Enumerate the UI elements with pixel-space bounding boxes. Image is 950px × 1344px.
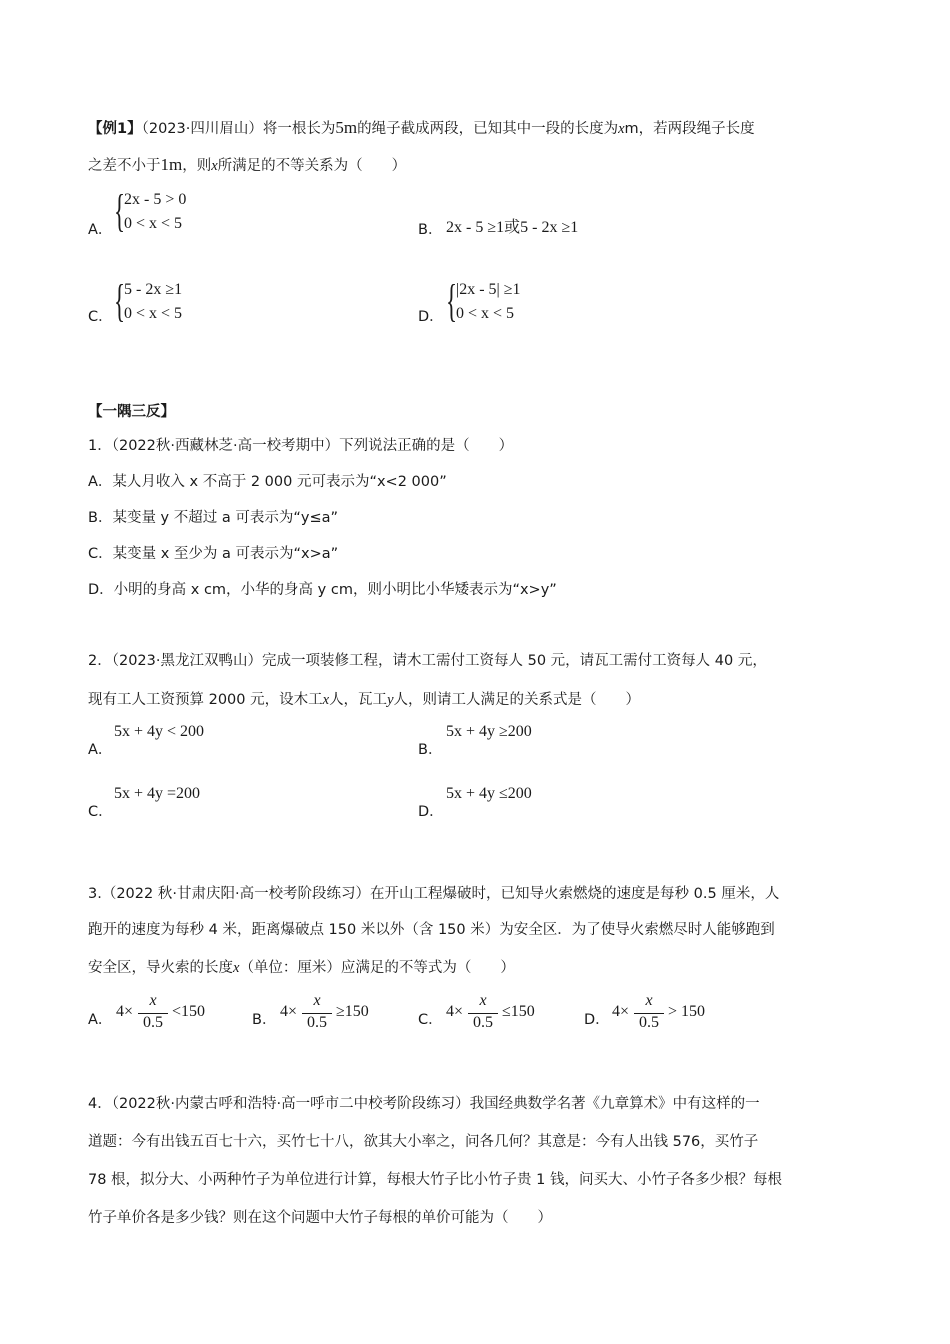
q2-option-a-expr: 5x + 4y < 200: [114, 723, 205, 740]
q3-option-c-expr: 4× x 0.5 ≤150: [446, 992, 535, 1031]
ex1-option-b-expr: 2x - 5 ≥1或5 - 2x ≥1: [446, 219, 579, 236]
q3-option-a-expr: 4× x 0.5 <150: [116, 992, 206, 1031]
q3-stem-line2: 跑开的速度为每秒 4 米，距离爆破点 150 米以外（含 150 米）为安全区．为了使导火索燃尽时人能够跑到: [88, 922, 775, 938]
q3-option-a-label[interactable]: A．: [88, 1012, 113, 1028]
q1-option-d[interactable]: D．小明的身高 x cm，小华的身高 y cm，则小明比小华矮表示为“x>y”: [88, 582, 557, 598]
q3-stem-line1: 3.（2022 秋·甘肃庆阳·高一校考阶段练习）在开山工程爆破时，已知导火索燃烧的速度是每秒 0.5 厘米，人: [88, 886, 780, 902]
section-title: 【一隅三反】: [88, 404, 175, 420]
q4-line2: 道题：今有出钱五百七十六，买竹七十八，欲其大小率之，问各几何？其意是：今有人出钱 576，买竹子: [88, 1134, 759, 1150]
q2-option-c-label[interactable]: C．: [88, 804, 113, 820]
q2-option-d-expr: 5x + 4y ≤200: [446, 785, 532, 802]
example1-line2: 之差不小于1m，则x所满足的不等关系为（ ）: [88, 155, 407, 174]
q2-stem-line1: 2．（2023·黑龙江双鸭山）完成一项装修工程，请木工需付工资每人 50 元，请瓦工需付工资每人 40 元，: [88, 653, 767, 669]
q2-option-a-label[interactable]: A．: [88, 742, 113, 758]
ex1-option-c-system: 5 - 2x ≥1 0 < x < 5: [124, 281, 183, 322]
q1-option-c[interactable]: C．某变量 x 至少为 a 可表示为“x>a”: [88, 546, 339, 562]
ex1-option-d-label[interactable]: D．: [418, 309, 444, 325]
q2-option-d-label[interactable]: D．: [418, 804, 444, 820]
q1-option-b[interactable]: B．某变量 y 不超过 a 可表示为“y≤a”: [88, 510, 338, 526]
ex1-option-a-system: 2x - 5 > 0 0 < x < 5: [124, 191, 187, 232]
q2-option-b-label[interactable]: B．: [418, 742, 443, 758]
brace-d: {: [446, 275, 458, 326]
q2-option-b-expr: 5x + 4y ≥200: [446, 723, 532, 740]
q3-option-b-expr: 4× x 0.5 ≥150: [280, 992, 369, 1031]
q3-stem-line3: 安全区，导火索的长度x（单位：厘米）应满足的不等式为（ ）: [88, 960, 515, 976]
q4-line3: 78 根，拟分大、小两种竹子为单位进行计算，每根大竹子比小竹子贵 1 钱，问买大、小竹子各多少根？每根: [88, 1172, 782, 1188]
q1-stem: 1．（2022秋·西藏林芝·高一校考期中）下列说法正确的是（ ）: [88, 438, 514, 454]
q3-option-d-expr: 4× x 0.5 > 150: [612, 992, 706, 1031]
q3-option-d-label[interactable]: D．: [584, 1012, 610, 1028]
q2-option-c-expr: 5x + 4y =200: [114, 785, 201, 802]
q3-option-c-label[interactable]: C．: [418, 1012, 443, 1028]
q4-line1: 4．（2022秋·内蒙古呼和浩特·高一呼市二中校考阶段练习）我国经典数学名著《九章算术》中有这样的一: [88, 1096, 760, 1112]
rope-length: 5m: [335, 118, 358, 137]
length-diff: 1m: [160, 155, 183, 174]
q4-line4: 竹子单价各是多少钱？则在这个问题中大竹子每根的单价可能为（ ）: [88, 1210, 552, 1226]
brace-a: {: [114, 185, 126, 236]
example1-line1: 【例1】（2023·四川眉山）将一根长为5m的绳子截成两段，已知其中一段的长度为xm，若两段绳子长度: [88, 118, 755, 137]
q1-option-a[interactable]: A．某人月收入 x 不高于 2 000 元可表示为“x<2 000”: [88, 474, 447, 490]
brace-c: {: [114, 275, 126, 326]
ex1-option-c-label[interactable]: C．: [88, 309, 113, 325]
ex1-option-b-label[interactable]: B．: [418, 222, 443, 238]
example1-tag: 【例1】: [88, 121, 142, 137]
q2-stem-line2: 现有工人工资预算 2000 元，设木工x人，瓦工y人，则请工人满足的关系式是（ ）: [88, 692, 640, 708]
ex1-option-d-system: |2x - 5| ≥1 0 < x < 5: [456, 281, 521, 322]
q3-option-b-label[interactable]: B．: [252, 1012, 277, 1028]
ex1-option-a-label[interactable]: A．: [88, 222, 113, 238]
